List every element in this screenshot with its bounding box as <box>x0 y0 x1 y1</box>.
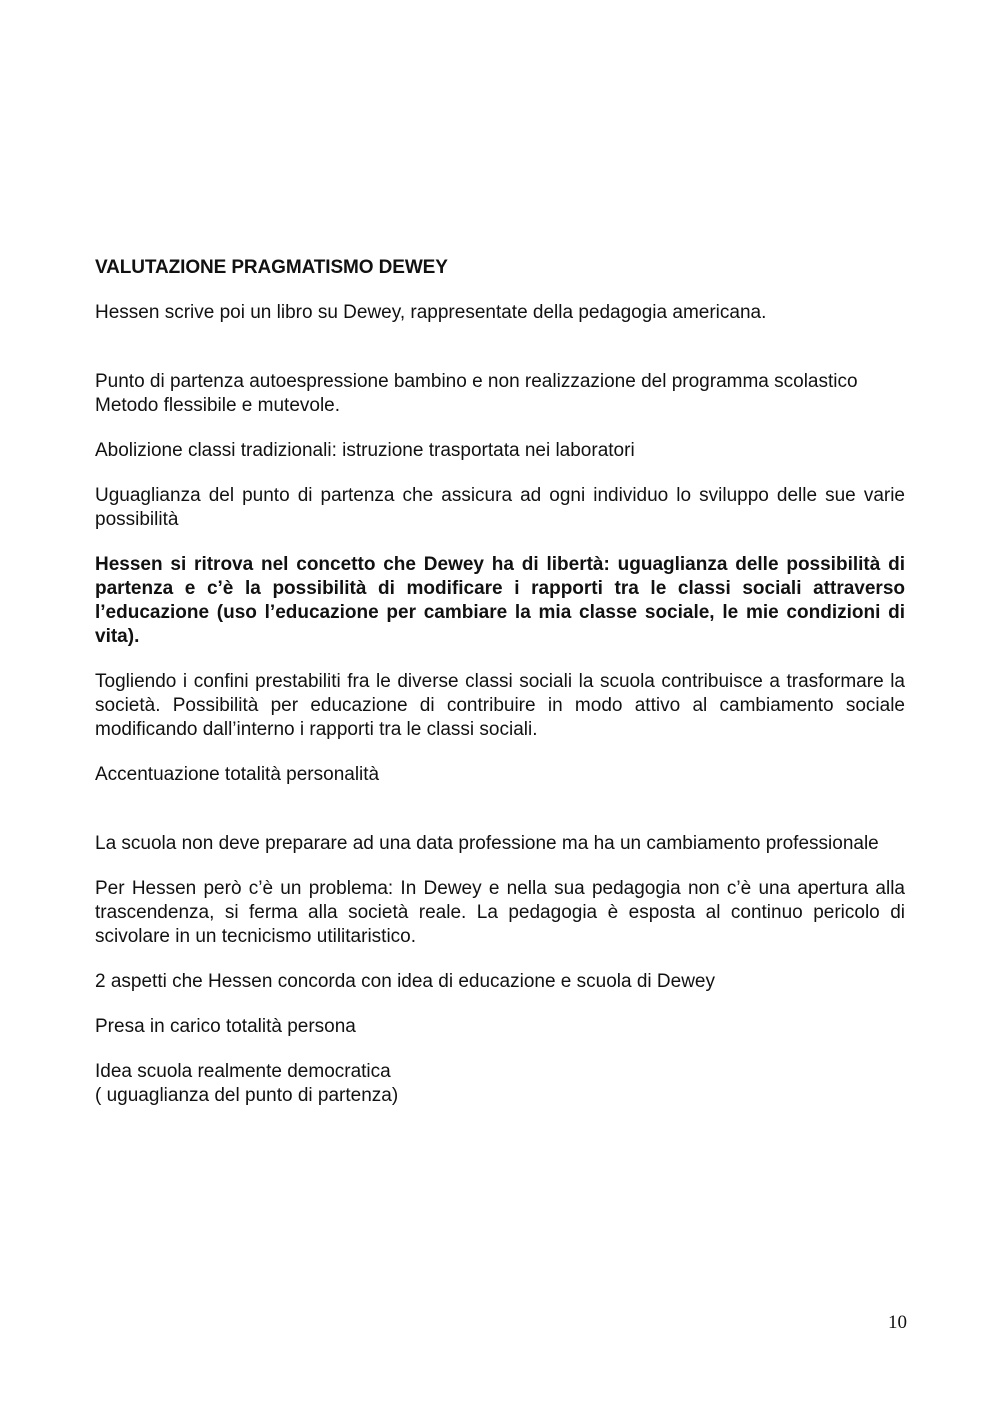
paragraph-personality: Accentuazione totalità personalità <box>95 764 380 785</box>
paragraph-line: Idea scuola realmente democratica <box>95 1061 391 1082</box>
paragraph-problem: Per Hessen però c’è un problema: In Dewey e nella sua pedagogia non c’è una apertura alla trascendenza, si ferma alla società reale. La pedagogia è esposta al continuo pericolo di scivolare in un tecnicismo utilitaristico. <box>95 878 905 947</box>
paragraph-society: Togliendo i confini prestabiliti fra le diverse classi sociali la scuola contribuisce a trasformare la società. Possibilità per educazione di contribuire in modo attivo al cambiamento sociale modificando dall’interno i rapporti tra le classi sociali. <box>95 671 905 740</box>
paragraph-intro: Hessen scrive poi un libro su Dewey, rappresentate della pedagogia americana. <box>95 302 767 323</box>
page-content <box>95 256 905 1108</box>
paragraph-line: Metodo flessibile e mutevole. <box>95 395 341 416</box>
paragraph-line: ( uguaglianza del punto di partenza) <box>95 1085 399 1106</box>
paragraph-equality: Uguaglianza del punto di partenza che assicura ad ogni individuo lo sviluppo delle sue varie possibilità <box>95 485 905 530</box>
section-heading: VALUTAZIONE PRAGMATISMO DEWEY <box>95 257 448 278</box>
paragraph-profession: La scuola non deve preparare ad una data professione ma ha un cambiamento professionale <box>95 833 879 854</box>
paragraph-freedom-bold: Hessen si ritrova nel concetto che Dewey ha di libertà: uguaglianza delle possibilità di partenza e c’è la possibilità di modificare i rapporti tra le classi sociali attraverso l’educazione (uso l’educazione per cambiare la mia classe sociale, le mie condizioni di vita). <box>95 554 905 647</box>
paragraph-abolition: Abolizione classi tradizionali: istruzione trasportata nei laboratori <box>95 440 635 461</box>
paragraph-democratic-school <box>95 1060 905 1108</box>
paragraph-person: Presa in carico totalità persona <box>95 1016 356 1037</box>
paragraph-starting-point <box>95 370 905 418</box>
paragraph-line: Punto di partenza autoespressione bambino e non realizzazione del programma scolastico <box>95 371 858 392</box>
paragraph-two-aspects: 2 aspetti che Hessen concorda con idea di educazione e scuola di Dewey <box>95 971 715 992</box>
page-number: 10 <box>888 1312 907 1333</box>
